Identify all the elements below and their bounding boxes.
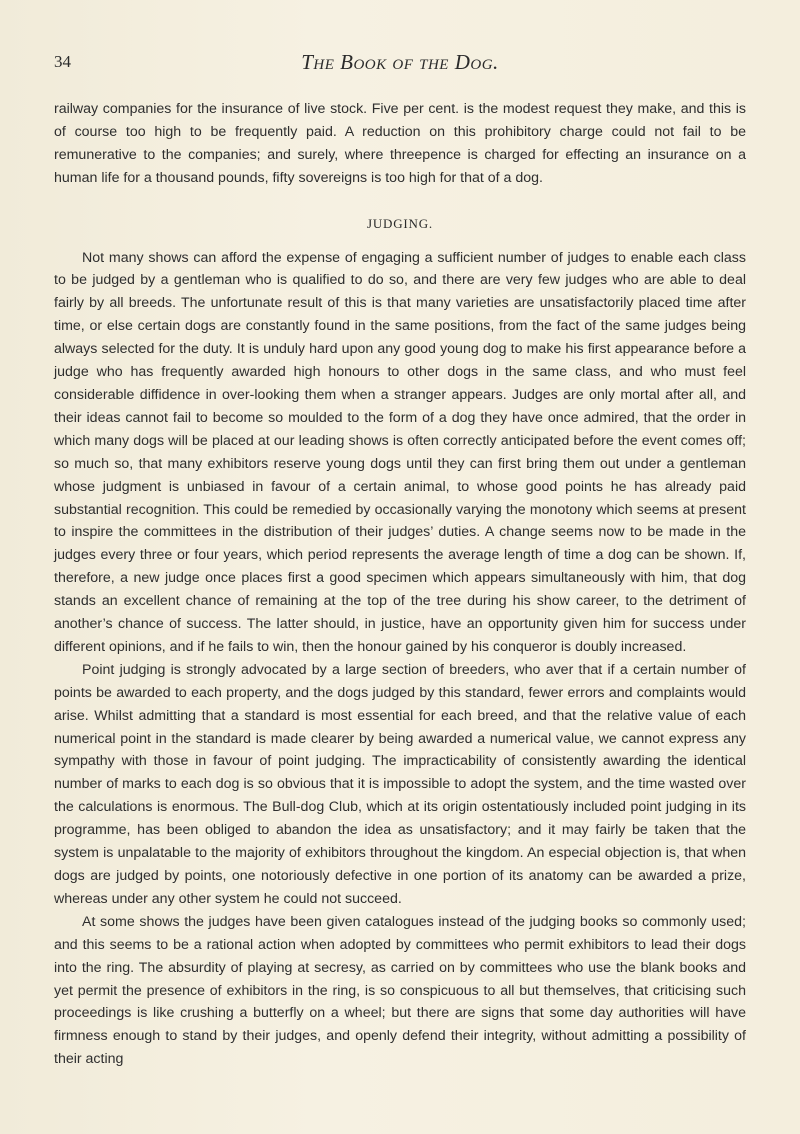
paragraph-point-judging: Point judging is strongly advocated by a large section of breeders, who aver that if a certain number of points be awarded to each property, and the dogs judged by this standard, fewer errors and complaints would arise. Whilst admitting that a standard is most essential for each breed, and that the relative value of each numerical point in the standard is made clearer by being awarded a numerical value, we cannot express any sympathy with those in favour of point judging. The impracticability of consistently awarding the identical number of marks to each dog is so obvious that it is impossible to adopt the system, and the time wasted over the calculations is enormous. The Bull-dog Club, which at its origin ostentatiously included point judging in its programme, has been obliged to abandon the idea as unsatisfactory; and it may fairly be taken that the system is unpalatable to the majority of exhibitors throughout the kingdom. An especial objection is, that when dogs are judged by points, one notoriously defective in one portion of its anatomy can be awarded a prize, whereas under any other system he could not succeed. (54, 661, 746, 907)
paragraph-judging-1: Not many shows can afford the expense of engaging a sufficient number of judges to enable each class to be judged by a gentleman who is qualified to do so, and there are very few judges who are able to deal fairly by all breeds. The unfortunate result of this is that many varieties are unsatisfactorily placed time after time, or else certain dogs are constantly found in the same positions, from the fact of the same judges being always selected for the duty. It is unduly hard upon any good young dog to make his first appearance before a judge who has frequently awarded high honours to other dogs in the same class, and who must feel considerable diffidence in over-looking them when a stranger appears. Judges are only mortal after all, and their ideas cannot fail to become so moulded to the form of a dog they have once admired, that the order in which many dogs will be placed at our leading shows is often correctly anticipated before the event comes off; so much so, that many exhibitors reserve young dogs until they can first bring them out under a gentleman whose judgment is unbiased in favour of a certain animal, to whose good points he has already paid substantial recognition. This could be remedied by occasionally varying the monotony which seems at present to inspire the committees in the distribution of their judges’ duties. A change seems now to be made in the judges every three or four years, which period represents the average length of time a dog can be shown. If, therefore, a new judge once places first a good specimen which appears simultaneously with him, that dog stands an excellent chance of remaining at the top of the tree during his show career, to the detriment of another’s chance of success. The latter should, in justice, have an opportunity given him for success under different opinions, and if he fails to win, then the honour gained by his conqueror is doubly increased. (54, 249, 746, 655)
section-heading: JUDGING. (367, 215, 433, 231)
page-header (54, 52, 746, 78)
paragraph-catalogues: At some shows the judges have been given catalogues instead of the judging books so commonly used; and this seems to be a rational action when adopted by committees who permit exhibitors to lead their dogs into the ring. The absurdity of playing at secresy, as carried on by committees who use the blank books and yet permit the presence of exhibitors in the ring, is so conspicuous to all but themselves, that criticising such proceedings is like crushing a butterfly on a wheel; but there are signs that some day authorities will have firmness enough to stand by their judges, and openly defend their integrity, without admitting a possibility of their acting (54, 913, 746, 1068)
running-head: The Book of the Dog. (301, 50, 499, 74)
page-body (54, 98, 746, 1071)
paragraph-intro: railway companies for the insurance of live stock. Five per cent. is the modest request they make, and this is of course too high to be frequently paid. A reduction on this prohibitory charge could not fail to be remunerative to the companies; and surely, where threepence is charged for effecting an insurance on a human life for a thousand pounds, fifty sovereigns is too high for that of a dog. (54, 101, 746, 186)
page-number: 34 (54, 52, 71, 71)
